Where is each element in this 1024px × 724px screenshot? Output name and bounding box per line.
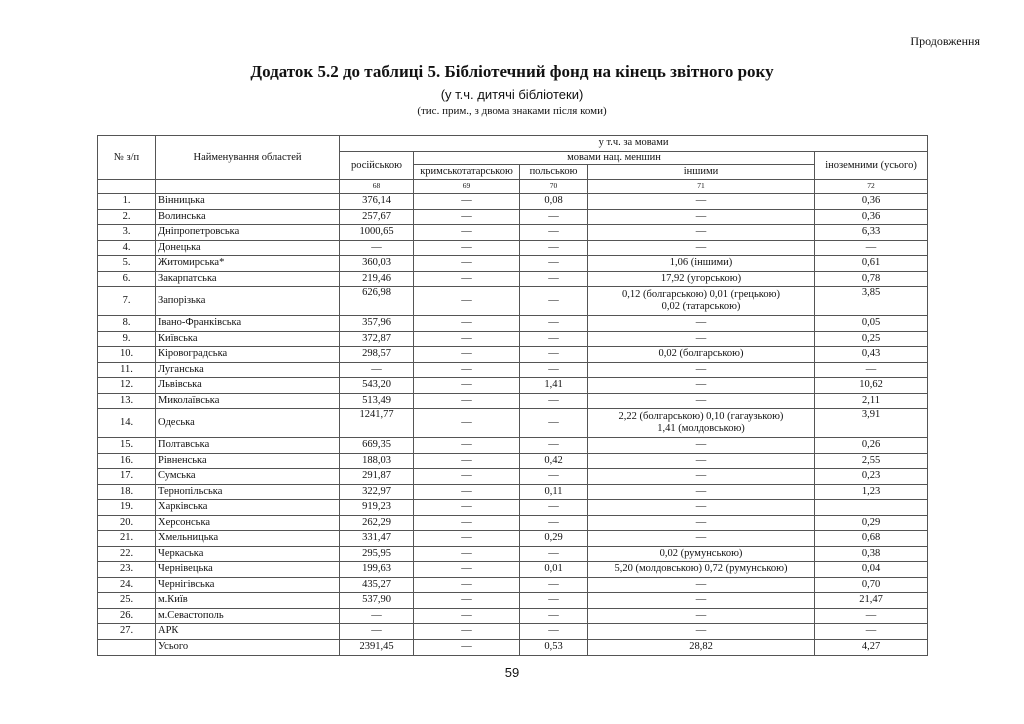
table-body	[98, 194, 928, 656]
row-number: 7.	[98, 287, 156, 316]
other-languages-value	[588, 608, 815, 624]
region-name: Полтавська	[156, 438, 340, 454]
polish-value: —	[520, 608, 588, 624]
table-row	[98, 593, 928, 609]
header-minority-languages: мовами нац. меншин	[414, 152, 815, 165]
other-languages-line: —	[695, 578, 707, 590]
continuation-label: Продовження	[910, 34, 980, 48]
russian-value: 298,57	[340, 347, 414, 363]
row-number: 15.	[98, 438, 156, 454]
polish-value: —	[520, 331, 588, 347]
other-languages-line: 1,06 (іншими)	[669, 257, 733, 269]
col-number: 70	[520, 180, 588, 194]
row-number: 3.	[98, 225, 156, 241]
region-name: Черкаська	[156, 546, 340, 562]
other-languages-value	[588, 593, 815, 609]
other-languages-line: 0,12 (болгарською) 0,01 (грецькою)	[622, 289, 780, 300]
row-number: 20.	[98, 515, 156, 531]
crimean-tatar-value: —	[414, 209, 520, 225]
other-languages-value	[588, 438, 815, 454]
foreign-value: 0,43	[815, 347, 928, 363]
col-number: 72	[815, 180, 928, 194]
other-languages-value	[588, 453, 815, 469]
table-row	[98, 316, 928, 332]
region-name: Чернівецька	[156, 562, 340, 578]
other-languages-line: —	[695, 532, 707, 544]
russian-value: 219,46	[340, 271, 414, 287]
other-languages-value	[588, 256, 815, 272]
russian-value: 331,47	[340, 531, 414, 547]
other-languages-line: —	[695, 195, 707, 207]
table-row	[98, 515, 928, 531]
library-fund-table	[97, 135, 928, 656]
foreign-value: 0,25	[815, 331, 928, 347]
other-languages-line: 0,02 (румунською)	[659, 547, 743, 559]
row-number: 6.	[98, 271, 156, 287]
russian-value: —	[340, 624, 414, 640]
header-num: № з/п	[98, 136, 156, 180]
other-languages-line: —	[695, 485, 707, 497]
col-number: 71	[588, 180, 815, 194]
row-number: 1.	[98, 194, 156, 210]
table-row	[98, 240, 928, 256]
region-name: Луганська	[156, 362, 340, 378]
other-languages-value	[588, 362, 815, 378]
polish-value: —	[520, 225, 588, 241]
polish-value: —	[520, 577, 588, 593]
row-number: 19.	[98, 500, 156, 516]
other-languages-value	[588, 393, 815, 409]
row-number: 21.	[98, 531, 156, 547]
other-languages-value	[588, 469, 815, 485]
total-row	[98, 639, 928, 655]
other-languages-line: —	[695, 470, 707, 482]
header-foreign: іноземними (усього)	[815, 152, 928, 180]
row-number: 5.	[98, 256, 156, 272]
crimean-tatar-value: —	[414, 608, 520, 624]
crimean-tatar-value: —	[414, 531, 520, 547]
polish-value: 0,01	[520, 562, 588, 578]
polish-value: —	[520, 624, 588, 640]
other-languages-value	[588, 194, 815, 210]
table-row	[98, 331, 928, 347]
other-languages-line: —	[695, 241, 707, 253]
header-polish: польською	[520, 165, 588, 180]
row-number: 24.	[98, 577, 156, 593]
other-languages-value	[588, 240, 815, 256]
region-name: Івано-Франківська	[156, 316, 340, 332]
other-languages-line: —	[695, 516, 707, 528]
row-number: 11.	[98, 362, 156, 378]
table-row	[98, 194, 928, 210]
polish-value: 1,41	[520, 378, 588, 394]
russian-value: —	[340, 240, 414, 256]
other-languages-value	[588, 225, 815, 241]
polish-value: —	[520, 409, 588, 438]
table-row	[98, 577, 928, 593]
russian-value: 357,96	[340, 316, 414, 332]
foreign-value: 0,78	[815, 271, 928, 287]
col-number-empty	[98, 180, 156, 194]
other-languages-value	[588, 546, 815, 562]
total-label: Усього	[156, 639, 340, 655]
crimean-tatar-value: —	[414, 484, 520, 500]
other-languages-value	[588, 577, 815, 593]
polish-value: —	[520, 271, 588, 287]
crimean-tatar-value: —	[414, 271, 520, 287]
other-languages-value	[588, 287, 815, 316]
region-name: Тернопільська	[156, 484, 340, 500]
header-region-name: Найменування областей	[156, 136, 340, 180]
polish-value: —	[520, 469, 588, 485]
russian-value: —	[340, 608, 414, 624]
other-languages-value	[588, 378, 815, 394]
header-crimean-tatar: кримськотатарською	[414, 165, 520, 180]
foreign-value: 0,05	[815, 316, 928, 332]
other-languages-line: —	[695, 317, 707, 329]
russian-value: 919,23	[340, 500, 414, 516]
polish-value: —	[520, 546, 588, 562]
russian-value: 1241,77	[340, 409, 414, 438]
russian-value: 295,95	[340, 546, 414, 562]
crimean-tatar-value: —	[414, 225, 520, 241]
crimean-tatar-value: —	[414, 546, 520, 562]
other-languages-line: —	[695, 594, 707, 606]
crimean-tatar-value: —	[414, 240, 520, 256]
foreign-value: 1,23	[815, 484, 928, 500]
crimean-tatar-value: —	[414, 453, 520, 469]
other-languages-line: —	[695, 609, 707, 621]
page-number: 59	[504, 665, 520, 680]
foreign-value: 3,85	[815, 287, 928, 316]
other-languages-value	[588, 209, 815, 225]
row-number: 22.	[98, 546, 156, 562]
region-name: Миколаївська	[156, 393, 340, 409]
region-name: Сумська	[156, 469, 340, 485]
crimean-tatar-value: —	[414, 362, 520, 378]
row-number: 13.	[98, 393, 156, 409]
total-row-number	[98, 639, 156, 655]
crimean-tatar-value: —	[414, 500, 520, 516]
total-other: 28,82	[588, 639, 815, 655]
polish-value: —	[520, 347, 588, 363]
russian-value: 360,03	[340, 256, 414, 272]
russian-value: 322,97	[340, 484, 414, 500]
other-languages-line: —	[695, 501, 707, 513]
table-row	[98, 362, 928, 378]
table-row	[98, 287, 928, 316]
other-languages-value	[588, 316, 815, 332]
other-languages-line: —	[695, 332, 707, 344]
table-row	[98, 546, 928, 562]
polish-value: —	[520, 515, 588, 531]
other-languages-value	[588, 347, 815, 363]
polish-value: 0,11	[520, 484, 588, 500]
other-languages-value	[588, 331, 815, 347]
region-name: Рівненська	[156, 453, 340, 469]
russian-value: 199,63	[340, 562, 414, 578]
foreign-value: —	[815, 240, 928, 256]
polish-value: —	[520, 287, 588, 316]
table-row	[98, 469, 928, 485]
other-languages-line: 0,02 (татарською)	[661, 301, 741, 313]
foreign-value: 2,11	[815, 393, 928, 409]
row-number: 16.	[98, 453, 156, 469]
foreign-value: —	[815, 362, 928, 378]
foreign-value: 0,70	[815, 577, 928, 593]
total-russian: 2391,45	[340, 639, 414, 655]
other-languages-line: 5,20 (молдовською) 0,72 (румунською)	[614, 563, 788, 575]
russian-value: 669,35	[340, 438, 414, 454]
region-name: Волинська	[156, 209, 340, 225]
row-number: 25.	[98, 593, 156, 609]
table-row	[98, 438, 928, 454]
table-row	[98, 500, 928, 516]
crimean-tatar-value: —	[414, 256, 520, 272]
table-row	[98, 347, 928, 363]
row-number: 26.	[98, 608, 156, 624]
total-foreign: 4,27	[815, 639, 928, 655]
other-languages-line: —	[695, 210, 707, 222]
foreign-value: 0,61	[815, 256, 928, 272]
row-number: 4.	[98, 240, 156, 256]
other-languages-value	[588, 409, 815, 438]
region-name: м.Київ	[156, 593, 340, 609]
header-incl-languages: у т.ч. за мовами	[340, 136, 928, 152]
table-row	[98, 209, 928, 225]
region-name: Житомирська*	[156, 256, 340, 272]
table-row	[98, 608, 928, 624]
polish-value: —	[520, 240, 588, 256]
row-number: 17.	[98, 469, 156, 485]
other-languages-value	[588, 484, 815, 500]
crimean-tatar-value: —	[414, 331, 520, 347]
other-languages-line: —	[695, 226, 707, 238]
russian-value: 188,03	[340, 453, 414, 469]
col-number-empty	[156, 180, 340, 194]
russian-value: 376,14	[340, 194, 414, 210]
table-row	[98, 531, 928, 547]
region-name: АРК	[156, 624, 340, 640]
foreign-value: 6,33	[815, 225, 928, 241]
region-name: м.Севастополь	[156, 608, 340, 624]
foreign-value: 0,04	[815, 562, 928, 578]
foreign-value	[815, 500, 928, 516]
crimean-tatar-value: —	[414, 194, 520, 210]
row-number: 10.	[98, 347, 156, 363]
header-other: іншими	[588, 165, 815, 180]
table-row	[98, 409, 928, 438]
foreign-value: 0,23	[815, 469, 928, 485]
table-row	[98, 256, 928, 272]
table-row	[98, 225, 928, 241]
russian-value: 626,98	[340, 287, 414, 316]
polish-value: —	[520, 500, 588, 516]
russian-value: 543,20	[340, 378, 414, 394]
russian-value: 262,29	[340, 515, 414, 531]
region-name: Запорізька	[156, 287, 340, 316]
foreign-value: 21,47	[815, 593, 928, 609]
header-russian: російською	[340, 152, 414, 180]
foreign-value: 10,62	[815, 378, 928, 394]
crimean-tatar-value: —	[414, 562, 520, 578]
crimean-tatar-value: —	[414, 593, 520, 609]
polish-value: —	[520, 256, 588, 272]
crimean-tatar-value: —	[414, 316, 520, 332]
other-languages-line: —	[695, 439, 707, 451]
russian-value: —	[340, 362, 414, 378]
polish-value: 0,42	[520, 453, 588, 469]
other-languages-value	[588, 515, 815, 531]
russian-value: 257,67	[340, 209, 414, 225]
other-languages-line: —	[695, 454, 707, 466]
row-number: 8.	[98, 316, 156, 332]
russian-value: 435,27	[340, 577, 414, 593]
foreign-value: 0,26	[815, 438, 928, 454]
polish-value: 0,29	[520, 531, 588, 547]
foreign-value: 0,29	[815, 515, 928, 531]
region-name: Херсонська	[156, 515, 340, 531]
crimean-tatar-value: —	[414, 577, 520, 593]
region-name: Дніпропетровська	[156, 225, 340, 241]
foreign-value: 0,38	[815, 546, 928, 562]
crimean-tatar-value: —	[414, 287, 520, 316]
table-row	[98, 562, 928, 578]
document-subtitle: (у т.ч. дитячі бібліотеки)	[440, 87, 584, 102]
table-row	[98, 484, 928, 500]
row-number: 9.	[98, 331, 156, 347]
region-name: Вінницька	[156, 194, 340, 210]
other-languages-value	[588, 562, 815, 578]
table-row	[98, 271, 928, 287]
crimean-tatar-value: —	[414, 409, 520, 438]
crimean-tatar-value: —	[414, 624, 520, 640]
foreign-value: 0,36	[815, 194, 928, 210]
row-number: 2.	[98, 209, 156, 225]
polish-value: —	[520, 593, 588, 609]
row-number: 18.	[98, 484, 156, 500]
col-number: 68	[340, 180, 414, 194]
region-name: Донецька	[156, 240, 340, 256]
crimean-tatar-value: —	[414, 515, 520, 531]
region-name: Хмельницька	[156, 531, 340, 547]
crimean-tatar-value: —	[414, 438, 520, 454]
russian-value: 291,87	[340, 469, 414, 485]
row-number: 12.	[98, 378, 156, 394]
total-crimean-tatar: —	[414, 639, 520, 655]
region-name: Кіровоградська	[156, 347, 340, 363]
polish-value: —	[520, 209, 588, 225]
table-row	[98, 378, 928, 394]
polish-value: —	[520, 438, 588, 454]
region-name: Закарпатська	[156, 271, 340, 287]
table-row	[98, 624, 928, 640]
other-languages-line: —	[695, 379, 707, 391]
foreign-value: 2,55	[815, 453, 928, 469]
other-languages-line: —	[695, 394, 707, 406]
foreign-value: 0,68	[815, 531, 928, 547]
crimean-tatar-value: —	[414, 393, 520, 409]
russian-value: 513,49	[340, 393, 414, 409]
polish-value: 0,08	[520, 194, 588, 210]
col-number: 69	[414, 180, 520, 194]
crimean-tatar-value: —	[414, 469, 520, 485]
region-name: Київська	[156, 331, 340, 347]
total-polish: 0,53	[520, 639, 588, 655]
table-row	[98, 393, 928, 409]
russian-value: 537,90	[340, 593, 414, 609]
polish-value: —	[520, 362, 588, 378]
other-languages-line: 17,92 (угорською)	[660, 272, 742, 284]
other-languages-value	[588, 500, 815, 516]
row-number: 27.	[98, 624, 156, 640]
foreign-value: —	[815, 608, 928, 624]
foreign-value: 3,91	[815, 409, 928, 438]
polish-value: —	[520, 316, 588, 332]
crimean-tatar-value: —	[414, 347, 520, 363]
russian-value: 372,87	[340, 331, 414, 347]
row-number: 23.	[98, 562, 156, 578]
foreign-value: —	[815, 624, 928, 640]
row-number: 14.	[98, 409, 156, 438]
other-languages-value	[588, 531, 815, 547]
table-row	[98, 453, 928, 469]
other-languages-line: —	[695, 625, 707, 637]
other-languages-value	[588, 271, 815, 287]
other-languages-line: 2,22 (болгарською) 0,10 (гагаузькою)	[618, 411, 784, 422]
crimean-tatar-value: —	[414, 378, 520, 394]
region-name: Чернігівська	[156, 577, 340, 593]
region-name: Львівська	[156, 378, 340, 394]
other-languages-line: 1,41 (молдовською)	[657, 423, 745, 435]
polish-value: —	[520, 393, 588, 409]
other-languages-value	[588, 624, 815, 640]
russian-value: 1000,65	[340, 225, 414, 241]
region-name: Харківська	[156, 500, 340, 516]
region-name: Одеська	[156, 409, 340, 438]
other-languages-line: 0,02 (болгарською)	[658, 348, 744, 360]
units-note: (тис. прим., з двома знаками після коми)	[417, 105, 607, 117]
foreign-value: 0,36	[815, 209, 928, 225]
document-title: Додаток 5.2 до таблиці 5. Бібліотечний фонд на кінець звітного року	[250, 62, 774, 81]
other-languages-line: —	[695, 363, 707, 375]
